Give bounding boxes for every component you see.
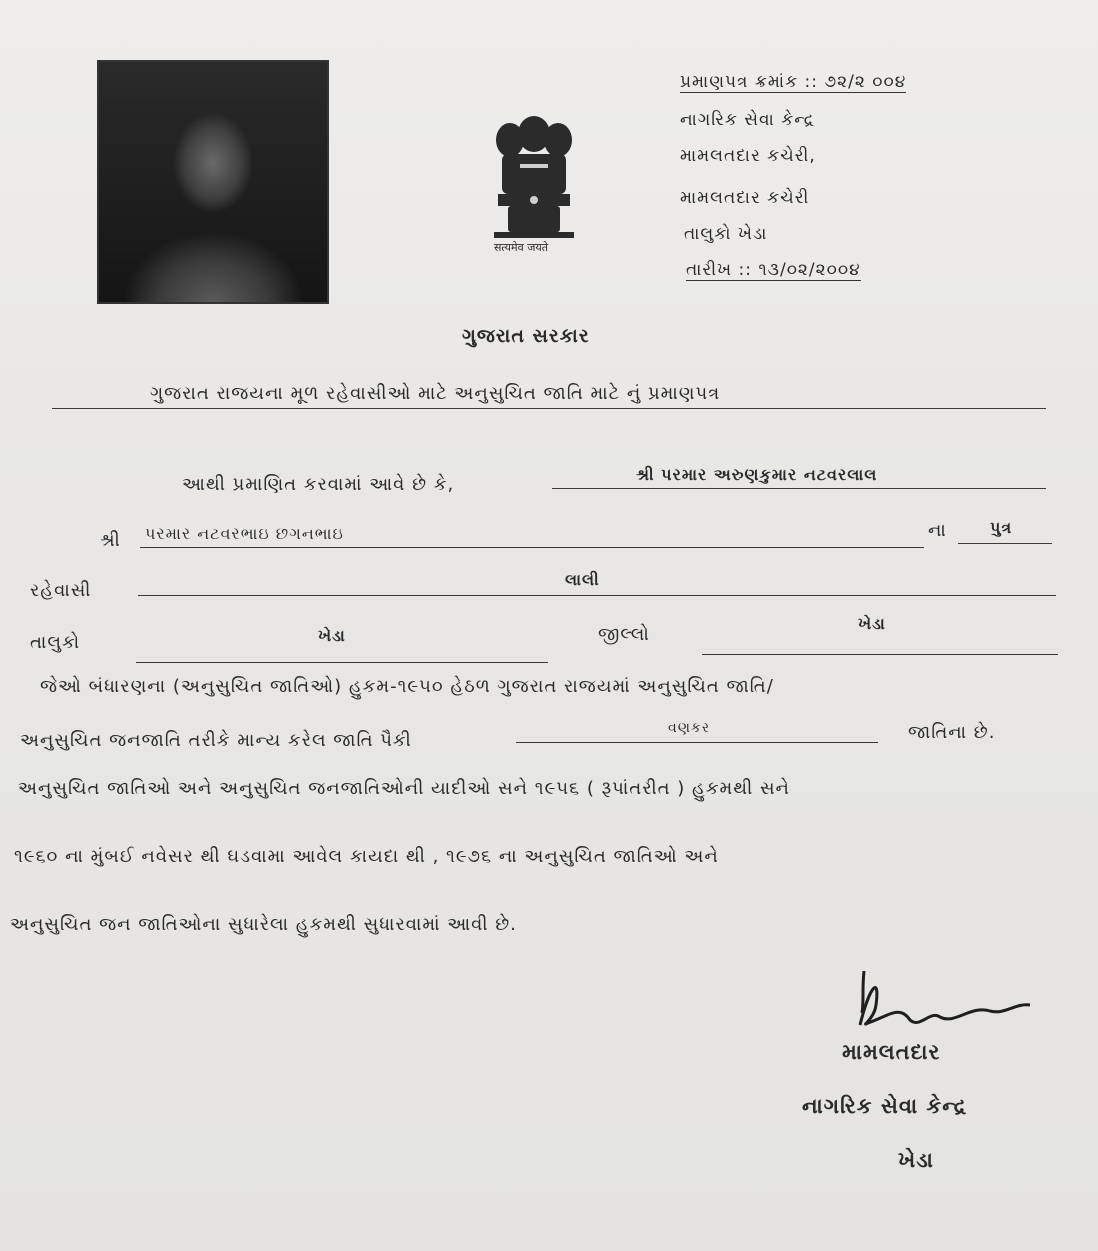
taluka-value: ખેડા [318, 626, 346, 645]
office-taluka: તાલુકો ખેડા [684, 224, 768, 244]
relation-value: પુત્ર [990, 518, 1013, 537]
district-value: ખેડા [858, 614, 886, 633]
certificate-number: પ્રમાણપત્ર ક્રમાંક :: ૭૨/૨ ૦૦૪ [680, 72, 907, 92]
taluka-label: તાલુકો [30, 632, 81, 653]
body-line-5: અનુસુચિત જન જાતિઓના સુધારેલા હુકમથી સુધારવામાં આવી છે. [10, 914, 517, 935]
applicant-photo [97, 60, 329, 304]
caste-value: વણકર [668, 720, 711, 736]
body-line-3: અનુસુચિત જાતિઓ અને અનુસુચિત જનજાતિઓની યાદીઓ સને ૧૯૫૬ ( રૂપાંતરીત ) હુકમથી સને [18, 778, 790, 799]
office-dept-2: મામલતદાર કચેરી [680, 188, 810, 208]
certificate-date: તારીખ :: ૧૩/૦૨/૨૦૦૪ [686, 260, 861, 280]
father-name: પરમાર નટવરભાઇ છગનભાઇ [145, 524, 344, 543]
signatory-office: નાગરિક સેવા કેન્દ્ર [802, 1094, 968, 1118]
emblem-motto: सत्यमेव जयते [494, 241, 549, 254]
body-line-2-suffix: જાતિના છે. [908, 722, 996, 743]
holder-name-line [552, 488, 1046, 489]
body-line-2-prefix: અનુસુચિત જનજાતિ તરીકે માન્ય કરેલ જાતિ પૈકી [20, 730, 412, 751]
relation-line [958, 543, 1052, 544]
office-name: નાગરિક સેવા કેન્દ્ર [680, 110, 815, 130]
holder-name: શ્રી પરમાર અરુણકુમાર નટવરલાલ [636, 465, 878, 484]
heading-underline [52, 408, 1046, 409]
certify-text: આથી પ્રમાણિત કરવામાં આવે છે કે, [182, 474, 455, 495]
district-label: જીલ્લો [598, 624, 650, 645]
certificate-heading: ગુજરાત રાજયના મૂળ રહેવાસીઓ માટે અનુસુચિત જાતિ માટે નું પ્રમાણપત્ર [150, 383, 721, 404]
na-label: ના [928, 520, 947, 541]
district-line [702, 654, 1058, 655]
government-title: ગુજરાત સરકાર [462, 325, 590, 347]
resident-line [138, 595, 1056, 596]
signatory-place: ખેડા [898, 1148, 934, 1172]
signatory-designation: મામલતદાર [842, 1040, 941, 1064]
body-line-1: જેઓ બંધારણના (અનુસુચિત જાતિઓ) હુકમ-૧૯૫૦ હેઠળ ગુજરાત રાજયમાં અનુસુચિત જાતિ/ [40, 676, 774, 697]
office-dept: મામલતદાર કચેરી, [680, 146, 816, 166]
caste-line [516, 742, 878, 743]
shri-label: શ્રી [100, 530, 121, 551]
father-name-line [140, 547, 924, 548]
body-line-4: ૧૯૬૦ ના મુંબઈ નવેસર થી ઘડવામા આવેલ કાયદા થી , ૧૯૭૬ ના અનુસુચિત જાતિઓ અને [14, 846, 719, 867]
national-emblem-icon [480, 108, 588, 258]
signature-icon [840, 965, 1040, 1045]
resident-value: લાલી [565, 570, 600, 589]
resident-label: રહેવાસી [30, 580, 92, 601]
taluka-line [136, 662, 548, 663]
